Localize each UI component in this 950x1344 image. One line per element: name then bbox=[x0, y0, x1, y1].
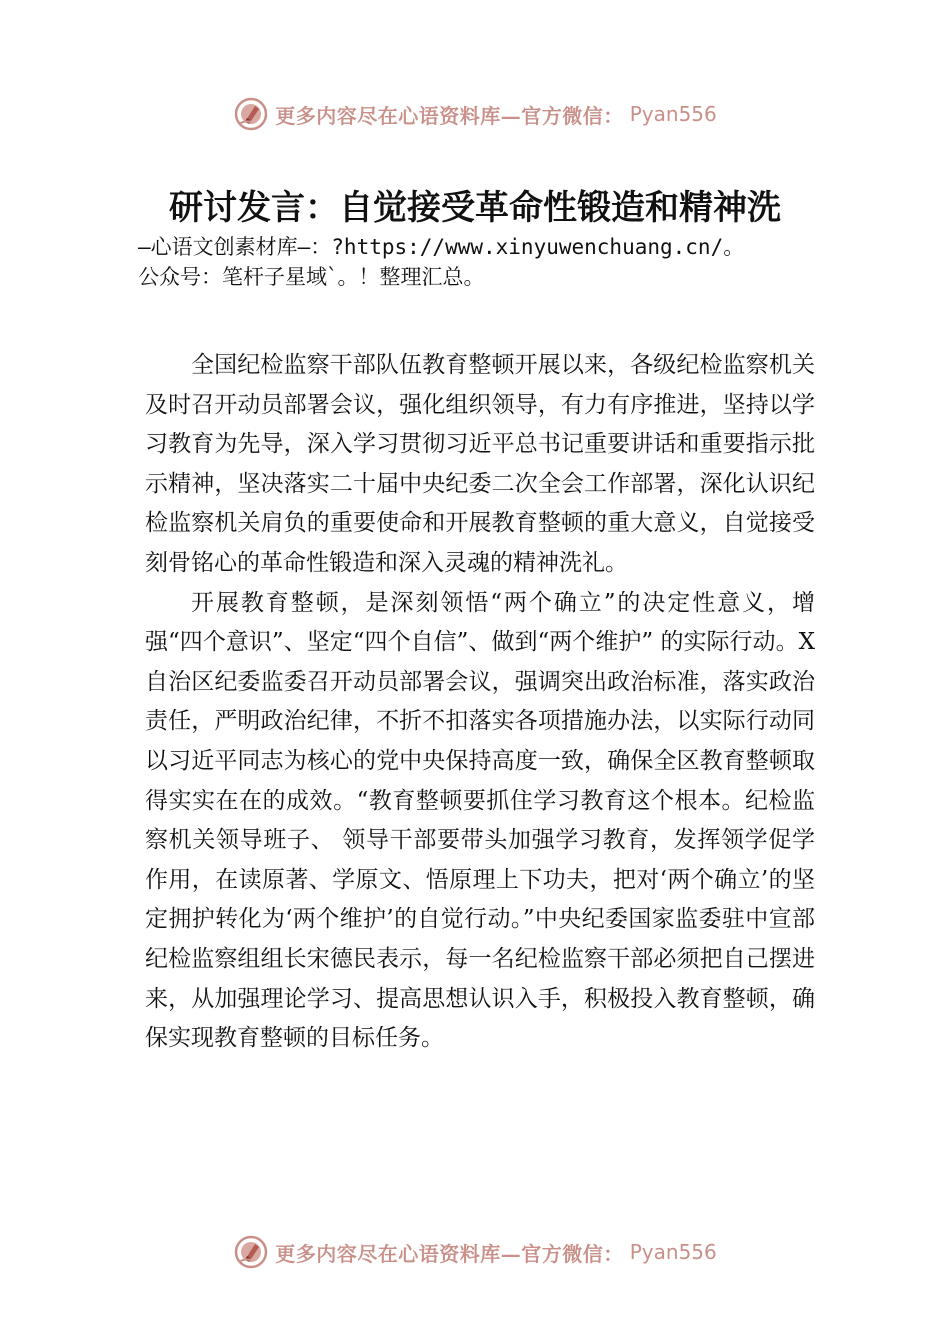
source-line: —心语文创素材库—：?https://www.xinyuwenchuang.cn/。 bbox=[138, 235, 745, 259]
document-body bbox=[145, 346, 815, 1059]
banner-text: 更多内容尽在心语资料库—官方微信： bbox=[275, 103, 624, 128]
wechat-id: Pyan556 bbox=[629, 1240, 717, 1264]
source-line: 公众号：笔杆子星域`。！整理汇总。 bbox=[138, 265, 485, 289]
paragraph: 开展教育整顿，是深刻领悟“两个确立”的决定性意义，增强“四个意识”、坚定“四个自信”、做到“两个维护” 的实际行动。X自治区纪委监委召开动员部署会议，强调突出政治标准，落实政治责任，严明政治纪律，不折不扣落实各项措施办法，以实际行动同以习近平同志为核心的党中央保持高度一致，确保全区教育整顿取得实实在在的成效。“教育整顿要抓住学习教育这个根本。纪检监察机关领导班子、 领导干部要带头加强学习教育，发挥领学促学作用，在读原著、学原文、悟原理上下功夫，把对‘两个确立’的坚定拥护转化为‘两个维护’的自觉行动。”中央纪委国家监委驻中宣部纪检监察组组长宋德民表示，每一名纪检监察干部必须把自己摆进来，从加强理论学习、提高思想认识入手，积极投入教育整顿，确保实现教育整顿的目标任务。 bbox=[145, 589, 815, 1052]
banner-text: 更多内容尽在心语资料库—官方微信： bbox=[275, 1241, 624, 1266]
pen-nib-logo-icon bbox=[233, 96, 269, 132]
wechat-id: Pyan556 bbox=[629, 102, 717, 126]
footer-banner bbox=[0, 1230, 950, 1274]
header-banner bbox=[0, 92, 950, 136]
document-title: 研讨发言：自觉接受革命性锻造和精神洗 bbox=[169, 188, 781, 228]
pen-nib-logo-icon bbox=[233, 1234, 269, 1270]
paragraph: 全国纪检监察干部队伍教育整顿开展以来，各级纪检监察机关及时召开动员部署会议，强化组织领导，有力有序推进，坚持以学习教育为先导，深入学习贯彻习近平总书记重要讲话和重要指示批示精神，坚决落实二十届中央纪委二次全会工作部署，深化认识纪检监察机关肩负的重要使命和开展教育整顿的重大意义，自觉接受刻骨铭心的革命性锻造和深入灵魂的精神洗礼。 bbox=[145, 352, 815, 576]
